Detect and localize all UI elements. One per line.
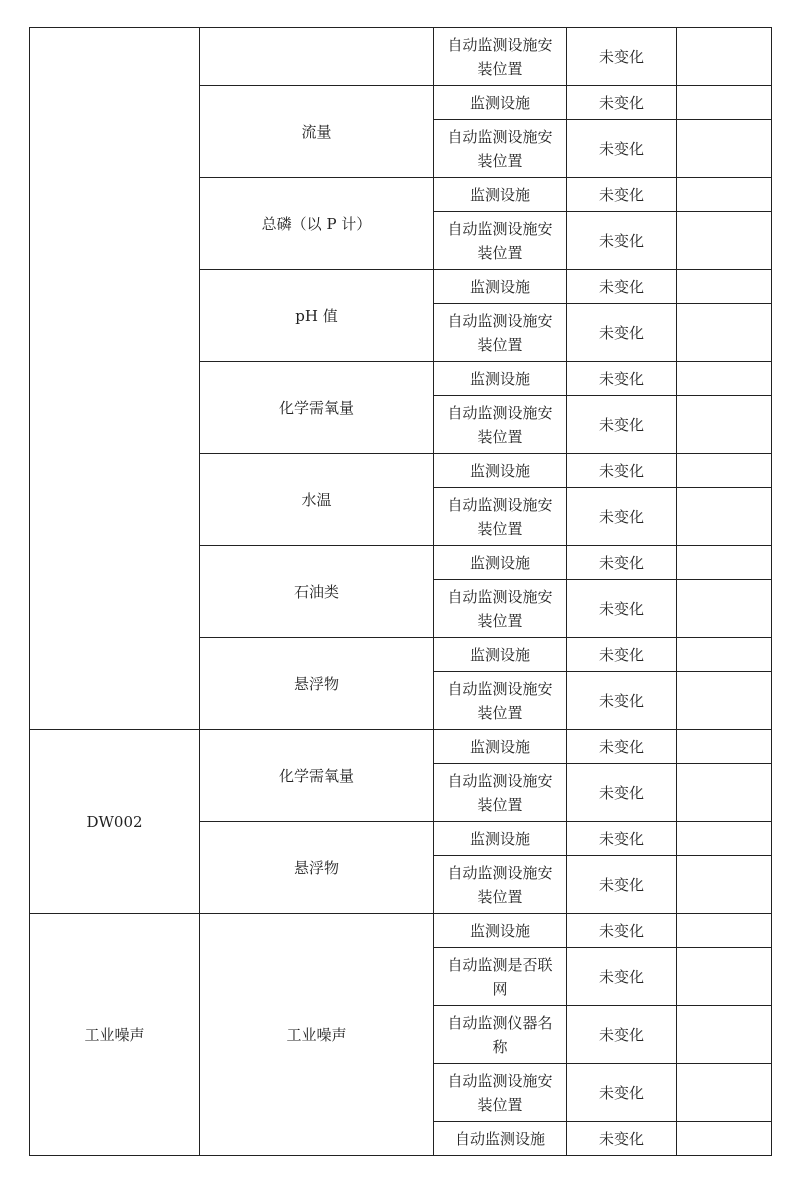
note-cell	[677, 178, 772, 212]
status-cell: 未变化	[567, 822, 677, 856]
item-cell: 监测设施	[434, 86, 567, 120]
pollutant-cell: 化学需氧量	[200, 730, 434, 822]
item-cell: 自动监测设施安装位置	[434, 764, 567, 822]
pollutant-cell: 工业噪声	[200, 914, 434, 1156]
item-cell: 自动监测设施安装位置	[434, 856, 567, 914]
note-cell	[677, 672, 772, 730]
table-row	[30, 914, 772, 948]
note-cell	[677, 304, 772, 362]
status-cell: 未变化	[567, 730, 677, 764]
pollutant-cell: 总磷（以 P 计）	[200, 178, 434, 270]
note-cell	[677, 362, 772, 396]
note-cell	[677, 730, 772, 764]
note-cell	[677, 1064, 772, 1122]
note-cell	[677, 822, 772, 856]
note-cell	[677, 488, 772, 546]
item-cell: 自动监测设施安装位置	[434, 580, 567, 638]
status-cell: 未变化	[567, 914, 677, 948]
note-cell	[677, 396, 772, 454]
table-row	[30, 730, 772, 764]
item-cell: 监测设施	[434, 454, 567, 488]
note-cell	[677, 120, 772, 178]
status-cell: 未变化	[567, 1006, 677, 1064]
status-cell: 未变化	[567, 270, 677, 304]
item-cell: 监测设施	[434, 270, 567, 304]
pollutant-cell: 流量	[200, 86, 434, 178]
status-cell: 未变化	[567, 86, 677, 120]
pollutant-cell: 悬浮物	[200, 638, 434, 730]
item-cell: 自动监测设施	[434, 1122, 567, 1156]
note-cell	[677, 856, 772, 914]
status-cell: 未变化	[567, 396, 677, 454]
item-cell: 自动监测设施安装位置	[434, 212, 567, 270]
status-cell: 未变化	[567, 120, 677, 178]
pollutant-cell: pH 值	[200, 270, 434, 362]
item-cell: 监测设施	[434, 822, 567, 856]
note-cell	[677, 948, 772, 1006]
note-cell	[677, 1006, 772, 1064]
pollutant-cell: 石油类	[200, 546, 434, 638]
pollutant-cell: 悬浮物	[200, 822, 434, 914]
item-cell: 自动监测设施安装位置	[434, 396, 567, 454]
item-cell: 监测设施	[434, 178, 567, 212]
item-cell: 监测设施	[434, 730, 567, 764]
note-cell	[677, 28, 772, 86]
item-cell: 自动监测是否联网	[434, 948, 567, 1006]
status-cell: 未变化	[567, 580, 677, 638]
note-cell	[677, 1122, 772, 1156]
item-cell: 自动监测设施安装位置	[434, 304, 567, 362]
item-cell: 自动监测设施安装位置	[434, 672, 567, 730]
status-cell: 未变化	[567, 488, 677, 546]
monitoring-change-table	[29, 27, 772, 1156]
item-cell: 监测设施	[434, 638, 567, 672]
status-cell: 未变化	[567, 546, 677, 580]
item-cell: 监测设施	[434, 546, 567, 580]
note-cell	[677, 580, 772, 638]
pollutant-cell: 化学需氧量	[200, 362, 434, 454]
status-cell: 未变化	[567, 856, 677, 914]
status-cell: 未变化	[567, 638, 677, 672]
status-cell: 未变化	[567, 948, 677, 1006]
status-cell: 未变化	[567, 1122, 677, 1156]
status-cell: 未变化	[567, 1064, 677, 1122]
item-cell: 监测设施	[434, 914, 567, 948]
item-cell: 自动监测设施安装位置	[434, 488, 567, 546]
status-cell: 未变化	[567, 28, 677, 86]
item-cell: 自动监测设施安装位置	[434, 120, 567, 178]
status-cell: 未变化	[567, 212, 677, 270]
status-cell: 未变化	[567, 178, 677, 212]
status-cell: 未变化	[567, 454, 677, 488]
pollutant-cell	[200, 28, 434, 86]
note-cell	[677, 764, 772, 822]
pollutant-cell: 水温	[200, 454, 434, 546]
note-cell	[677, 270, 772, 304]
note-cell	[677, 546, 772, 580]
note-cell	[677, 86, 772, 120]
status-cell: 未变化	[567, 764, 677, 822]
item-cell: 自动监测仪器名称	[434, 1006, 567, 1064]
table-row	[30, 28, 772, 86]
note-cell	[677, 638, 772, 672]
status-cell: 未变化	[567, 672, 677, 730]
note-cell	[677, 454, 772, 488]
note-cell	[677, 212, 772, 270]
note-cell	[677, 914, 772, 948]
outlet-cell: DW002	[30, 730, 200, 914]
item-cell: 自动监测设施安装位置	[434, 28, 567, 86]
status-cell: 未变化	[567, 304, 677, 362]
status-cell: 未变化	[567, 362, 677, 396]
item-cell: 监测设施	[434, 362, 567, 396]
item-cell: 自动监测设施安装位置	[434, 1064, 567, 1122]
outlet-cell: 工业噪声	[30, 914, 200, 1156]
outlet-cell	[30, 28, 200, 730]
